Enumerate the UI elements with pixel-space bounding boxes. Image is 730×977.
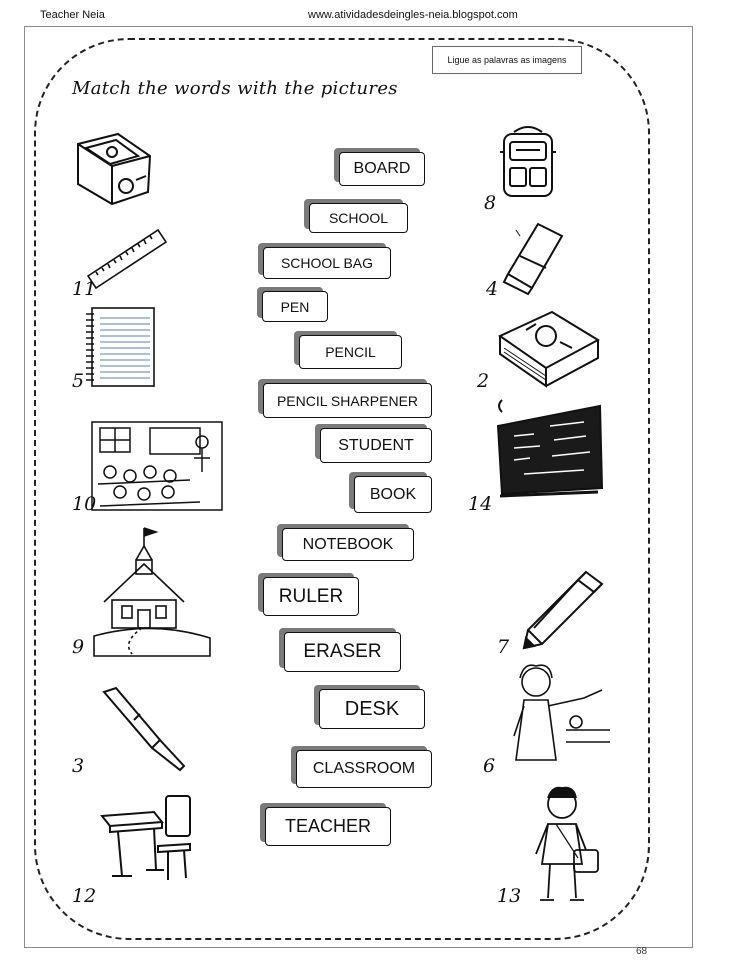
word-notebook: NOTEBOOK	[282, 528, 414, 561]
number-student: 13	[497, 885, 522, 907]
word-pencil: PENCIL	[299, 335, 402, 369]
number-pen: 3	[72, 755, 85, 777]
number-pencil: 7	[497, 636, 510, 658]
header-author: Teacher Neia	[40, 9, 105, 21]
desk-picture	[98, 792, 198, 888]
classroom-picture	[90, 420, 224, 512]
word-desk: DESK	[319, 689, 425, 729]
school-bag-picture	[496, 122, 560, 200]
number-board: 14	[468, 493, 493, 515]
number-school-bag: 8	[484, 192, 497, 214]
worksheet-title: Match the words with the pictures	[72, 78, 398, 99]
eraser-picture	[500, 218, 570, 296]
word-teacher: TEACHER	[265, 807, 391, 846]
number-notebook: 5	[72, 370, 85, 392]
school-picture	[92, 524, 212, 658]
number-teacher: 6	[483, 755, 496, 777]
header-website: www.atividadesdeingles-neia.blogspot.com	[308, 9, 518, 21]
pen-picture	[98, 686, 190, 772]
number-book: 2	[477, 370, 490, 392]
word-pen: PEN	[262, 291, 328, 322]
ruler-picture	[86, 226, 168, 290]
word-ruler: RULER	[263, 577, 359, 616]
word-pencil-sharpener: PENCIL SHARPENER	[263, 383, 432, 418]
board-picture	[494, 396, 604, 500]
page-number: 68	[636, 946, 648, 957]
number-ruler: 11	[72, 278, 97, 300]
instruction-box: Ligue as palavras as imagens	[432, 46, 582, 74]
teacher-picture	[506, 660, 610, 772]
word-eraser: ERASER	[284, 632, 401, 672]
book-picture	[494, 308, 604, 390]
pencil-sharpener-picture	[72, 130, 154, 208]
number-desk: 12	[72, 885, 97, 907]
number-school: 9	[72, 636, 85, 658]
word-book: BOOK	[354, 476, 432, 513]
number-classroom: 10	[72, 493, 97, 515]
number-eraser: 4	[486, 278, 499, 300]
word-school-bag: SCHOOL BAG	[263, 247, 391, 279]
word-student: STUDENT	[320, 428, 432, 463]
notebook-picture	[82, 306, 156, 388]
student-picture	[522, 784, 602, 908]
pencil-picture	[516, 568, 606, 650]
word-classroom: CLASSROOM	[296, 750, 432, 788]
word-board: BOARD	[339, 152, 425, 186]
word-school: SCHOOL	[309, 203, 408, 233]
